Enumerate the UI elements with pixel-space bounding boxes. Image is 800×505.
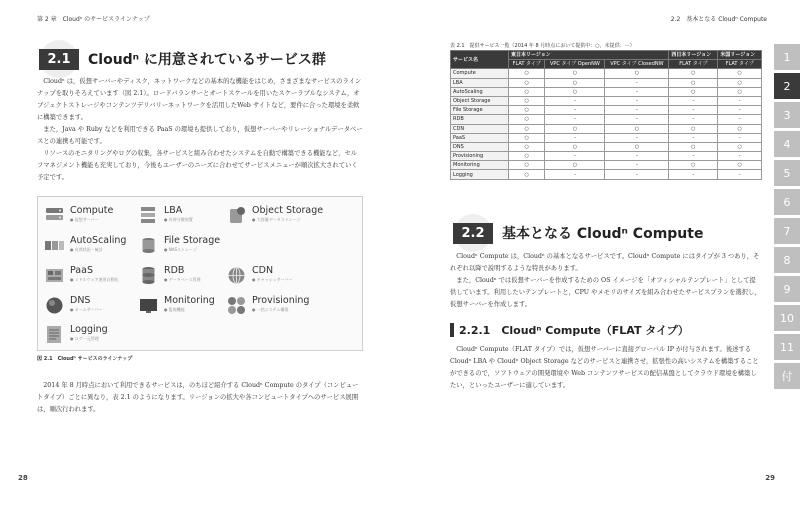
chapter-tab-9[interactable]: 9 [774, 276, 800, 302]
table-cell: ○ [718, 124, 762, 133]
table-caption: 表 2.1 提供サービス一覧（2014 年 8 月時点において提供中：○，未提供：－） [450, 43, 635, 49]
table-cell: ○ [669, 124, 718, 133]
table-cell: - [669, 152, 718, 161]
table-cell: - [669, 115, 718, 124]
table-cell: - [669, 96, 718, 105]
table-cell: ○ [509, 124, 545, 133]
table-cell: - [718, 133, 762, 142]
table-cell: - [605, 133, 669, 142]
service-provisioning: Provisioning ● 一括システム構築 [226, 295, 309, 316]
paragraph: Cloudⁿ は，仮想サーバーやディスク，ネットワークなどの基本的な機能をはじめ，さまざまなサービスのラインナップを取りそろえています（図 2.1）。ロードバランサーとオートスケールを用いたスケーラブルなシステム，オブジェクトストレージやコンテンツデリバリーネットワークを活用したWeb サイトなど，要件に合った環境を柔軟に構築できます。 [37, 78, 362, 121]
col-header: FLAT タイプ [509, 60, 545, 69]
chapter-tab-6[interactable]: 6 [774, 189, 800, 215]
table-row [451, 152, 762, 161]
paragraph: Cloudⁿ Compute（FLAT タイプ）では，仮想サーバーに直接グローバル IP が付与されます。後述する Cloudⁿ LBA や Cloudⁿ Object Storage などのサービスと連携させ，拡張性の高いシステムを構築することができるので，ソフトウェアの開発環境や Web コンテンツサービスの配信基盤としてクラウド環境を構築したい，といったユーザーに適しています。 [450, 346, 759, 389]
row-header: PaaS [451, 133, 509, 142]
section-title: 基本となる Cloudⁿ Compute [502, 226, 704, 242]
row-header: DNS [451, 142, 509, 151]
paragraph: Cloudⁿ Compute は，Cloudⁿ の基本となるサービスです。Cloudⁿ Compute にはタイプが 3 つあり，それぞれ以降で説明するような特長があります。 [450, 253, 760, 272]
chapter-tab-5[interactable]: 5 [774, 160, 800, 186]
section-heading-2-1 [36, 44, 326, 74]
row-header: Compute [451, 69, 509, 78]
table-cell: ○ [669, 87, 718, 96]
table-cell: ○ [718, 142, 762, 151]
table-row [451, 124, 762, 133]
services-figure [37, 196, 363, 351]
table-cell: ○ [509, 87, 545, 96]
chapter-tab-7[interactable]: 7 [774, 218, 800, 244]
table-row [451, 96, 762, 105]
figure-caption: 図 2.1 Cloudⁿ サービスのラインナップ [37, 356, 133, 362]
service-file-storage: File Storage ● NASストレージ [138, 235, 220, 256]
table-row [451, 142, 762, 151]
chapter-tab-2[interactable]: 2 [774, 73, 800, 99]
intro-text [37, 76, 363, 184]
service-dns: DNS ● ネームサーバー [44, 295, 102, 316]
row-header: RDB [451, 115, 509, 124]
table-cell: - [669, 106, 718, 115]
service-table [450, 50, 762, 180]
table-cell: ○ [545, 69, 605, 78]
table-cell: ○ [509, 115, 545, 124]
table-cell: - [718, 106, 762, 115]
closing-text [37, 380, 363, 416]
table-cell: ○ [605, 124, 669, 133]
group-us: 米国リージョン [718, 51, 762, 60]
provisioning-icon [226, 295, 247, 316]
table-cell: ○ [605, 142, 669, 151]
subsection-heading: 2.2.1 Cloudⁿ Compute（FLAT タイプ） [450, 322, 689, 338]
running-head-right: 2.2 基本となる Cloudⁿ Compute [670, 16, 767, 23]
table-cell: - [605, 87, 669, 96]
chapter-tab-8[interactable]: 8 [774, 247, 800, 273]
dns-icon [44, 295, 65, 316]
monitoring-icon [138, 295, 159, 316]
table-cell: - [545, 115, 605, 124]
table-cell: - [545, 152, 605, 161]
table-row [451, 115, 762, 124]
table-cell: - [545, 133, 605, 142]
table-cell: ○ [669, 142, 718, 151]
table-cell: - [718, 152, 762, 161]
table-cell: - [605, 170, 669, 179]
table-cell: ○ [718, 78, 762, 87]
table-cell: - [605, 78, 669, 87]
paragraph: また，Java や Ruby などを利用できる PaaS の環境も提供しており，仮想サーバーやリレーショナルデータベースとの連携も可能です。 [37, 126, 363, 145]
table-row [451, 133, 762, 142]
col-header: VPC タイプ ClosedNW [605, 60, 669, 69]
section-badge [36, 44, 82, 74]
table-row [451, 106, 762, 115]
chapter-tab-10[interactable]: 10 [774, 305, 800, 331]
table-cell: ○ [545, 87, 605, 96]
table-corner: サービス名 [451, 51, 509, 69]
chapter-tab-11[interactable]: 11 [774, 334, 800, 360]
paragraph: また，Cloudⁿ では仮想サーバーを作成するための OS イメージを「オフィシャルテンプレート」として提供しています。利用したいテンプレートと，CPU やメモリのサイズを組み合わせたサービスプランを選択し，仮想サーバーを作成します。 [450, 277, 761, 308]
chapter-tab-3[interactable]: 3 [774, 102, 800, 128]
row-header: LBA [451, 78, 509, 87]
section-badge [450, 218, 496, 248]
table-cell: ○ [718, 161, 762, 170]
table-cell: ○ [509, 170, 545, 179]
section-title: Cloudⁿ に用意されているサービス群 [88, 52, 326, 68]
table-cell: - [545, 170, 605, 179]
service-paas: PaaS ● ミドルウェア運用自動化 [44, 265, 119, 286]
table-cell: - [605, 115, 669, 124]
service-lba: LBA ● 負荷分散装置 [138, 205, 193, 226]
service-object-storage: Object Storage ● 大容量データストレージ [226, 205, 323, 226]
table-row [451, 78, 762, 87]
section-heading-2-2 [450, 218, 703, 248]
running-head-left: 第 2 章 Cloudⁿ のサービスラインナップ [37, 16, 150, 23]
paragraph: リソースのモニタリングやログの収集，各サービスと組み合わせたシステムを自動で構築できる機能など，セルフマネジメント機能も充実しており，今後もユーザーのニーズに合わせてサービスメニューが順次拡大されていく予定です。 [37, 150, 358, 181]
table-row [451, 170, 762, 179]
table-cell: - [545, 106, 605, 115]
cdn-icon [226, 265, 247, 286]
service-cdn: CDN ● キャッシュサーバー [226, 265, 292, 286]
table-cell: ○ [509, 106, 545, 115]
row-header: CDN [451, 124, 509, 133]
logging-icon [44, 324, 65, 345]
table-cell: ○ [545, 78, 605, 87]
service-autoscaling: AutoScaling ● 負荷状況・統計 [44, 235, 126, 256]
table-cell: ○ [509, 96, 545, 105]
table-cell: - [605, 96, 669, 105]
table-cell: ○ [509, 69, 545, 78]
right-page [400, 0, 800, 505]
table-cell: - [605, 161, 669, 170]
subsection-text [450, 344, 762, 392]
server-icon [44, 205, 65, 226]
table-cell: ○ [545, 124, 605, 133]
chapter-tab-4[interactable]: 4 [774, 131, 800, 157]
table-cell: - [718, 96, 762, 105]
col-header: FLAT タイプ [718, 60, 762, 69]
table-cell: ○ [669, 78, 718, 87]
table-cell: ○ [509, 133, 545, 142]
row-header: Logging [451, 170, 509, 179]
table-cell: - [605, 152, 669, 161]
section-2-2-text [450, 251, 762, 311]
table-cell: ○ [545, 161, 605, 170]
table-cell: ○ [669, 69, 718, 78]
file-storage-icon [138, 235, 159, 256]
table-cell: ○ [718, 69, 762, 78]
table-cell: - [669, 133, 718, 142]
service-compute: Compute ● 仮想サーバー [44, 205, 113, 226]
table-cell: ○ [509, 152, 545, 161]
section-number: 2.1 [39, 49, 78, 70]
table-cell: - [718, 115, 762, 124]
col-header: VPC タイプ OpenNW [545, 60, 605, 69]
row-header: Provisioning [451, 152, 509, 161]
row-header: AutoScaling [451, 87, 509, 96]
row-header: File Storage [451, 106, 509, 115]
table-cell: - [605, 106, 669, 115]
page-number-right: 29 [765, 474, 775, 482]
section-number: 2.2 [453, 223, 492, 244]
chapter-tab-1[interactable]: 1 [774, 44, 800, 70]
col-header: FLAT タイプ [669, 60, 718, 69]
paragraph: 2014 年 8 月時点において利用できるサービスは，のちほど紹介する Cloudⁿ Compute のタイプ（コンピュートタイプ）ごとに異なり，表 2.1 のようになります。リージョンの拡大や各コンピュートタイプへのサービス展開は，順次行われます。 [37, 382, 359, 413]
table-row [451, 69, 762, 78]
table-row [451, 87, 762, 96]
autoscaling-icon [44, 235, 65, 256]
object-storage-icon [226, 205, 247, 226]
paas-icon [44, 265, 65, 286]
service-monitoring: Monitoring ● 監視機能 [138, 295, 215, 316]
row-header: Object Storage [451, 96, 509, 105]
table-cell: ○ [509, 78, 545, 87]
database-icon [138, 265, 159, 286]
service-rdb: RDB ● データベース管理 [138, 265, 201, 286]
row-header: Monitoring [451, 161, 509, 170]
table-cell: ○ [718, 87, 762, 96]
page-number-left: 28 [18, 474, 28, 482]
table-cell: ○ [509, 161, 545, 170]
table-row [451, 161, 762, 170]
chapter-tabs [774, 44, 800, 392]
table-cell: - [669, 170, 718, 179]
load-balancer-icon [138, 205, 159, 226]
service-logging: Logging ● ログ一元管理 [44, 324, 108, 345]
chapter-tab-appendix[interactable]: 付 [774, 363, 800, 389]
table-cell: ○ [605, 69, 669, 78]
group-east: 東日本リージョン [509, 51, 669, 60]
table-cell: - [718, 170, 762, 179]
table-cell: - [545, 96, 605, 105]
table-cell: ○ [669, 161, 718, 170]
table-cell: ○ [509, 142, 545, 151]
group-west: 西日本リージョン [669, 51, 718, 60]
table-cell: ○ [545, 142, 605, 151]
